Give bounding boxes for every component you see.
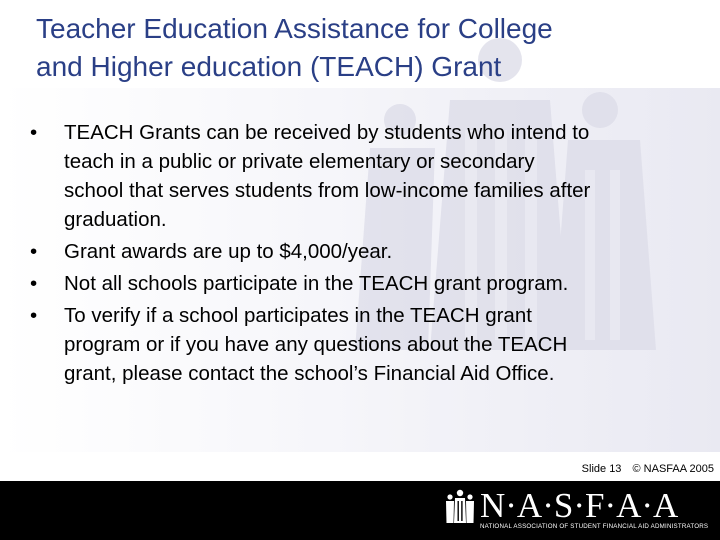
bullet-text-line: school that serves students from low-income families after [64, 179, 591, 202]
bullet-list [30, 118, 695, 391]
bullet-icon: • [30, 304, 38, 327]
bullet-icon: • [30, 272, 38, 295]
bullet-text-line: teach in a public or private elementary or secondary [64, 150, 535, 173]
bullet-text-line: program or if you have any questions about the TEACH [64, 333, 568, 356]
title-line: and Higher education (TEACH) Grant [36, 51, 502, 82]
slide-title [36, 10, 696, 86]
slide-number: Slide 13 [581, 463, 622, 475]
bullet-text-line: grant, please contact the school’s Financial Aid Office. [64, 362, 555, 385]
people-figures-icon [444, 489, 476, 525]
slide-footer [582, 463, 714, 475]
bullet-text-line: To verify if a school participates in the TEACH grant [64, 304, 532, 327]
bullet-icon: • [30, 121, 38, 144]
copyright-notice: © NASFAA 2005 [632, 463, 714, 475]
footer-bar [0, 481, 720, 540]
bullet-item [30, 269, 695, 298]
title-line: Teacher Education Assistance for College [36, 13, 553, 44]
bullet-text-line: TEACH Grants can be received by students who intend to [64, 121, 590, 144]
nasfaa-logo [444, 487, 714, 533]
bullet-text-line: Grant awards are up to $4,000/year. [64, 240, 393, 263]
bullet-item [30, 301, 695, 388]
bullet-item [30, 237, 695, 266]
bullet-text-line: graduation. [64, 208, 167, 231]
bullet-icon: • [30, 240, 38, 263]
logo-wordmark: N·A·S·F·A·A [480, 486, 679, 525]
bullet-text-line: Not all schools participate in the TEACH grant program. [64, 272, 569, 295]
bullet-item [30, 118, 695, 234]
logo-subtitle: NATIONAL ASSOCIATION OF STUDENT FINANCIAL AID ADMINISTRATORS [480, 523, 709, 530]
